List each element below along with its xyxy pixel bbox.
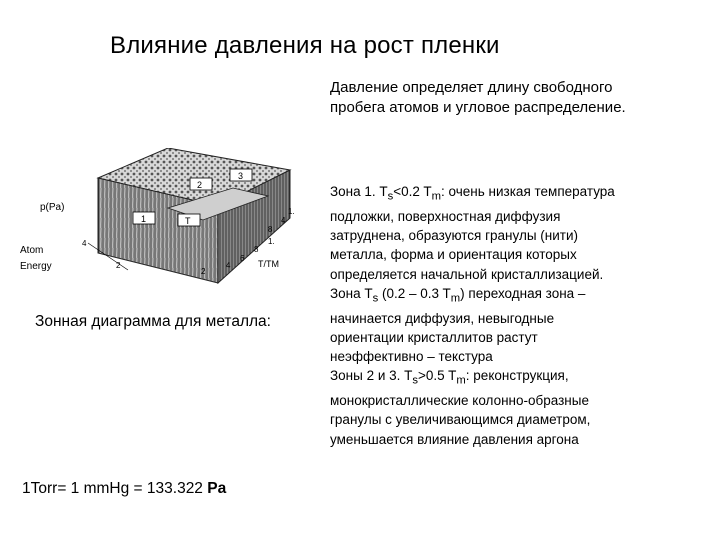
- zone-diagram-figure: [18, 148, 318, 288]
- e-tick-4: 4: [82, 239, 87, 248]
- conversion-unit: Pa: [207, 480, 227, 497]
- pressure-axis-label: p(Pa): [40, 202, 65, 213]
- zone-line-4: металла, форма и ориентация которых: [330, 247, 577, 263]
- intro-text: [330, 78, 710, 118]
- e-tick-2: 2: [116, 261, 121, 270]
- p-tick-4: 4: [281, 216, 286, 225]
- zone-line-12: гранулы с увеличивающимся диаметром,: [330, 412, 591, 428]
- zone-2-label: 2: [197, 180, 203, 190]
- t-tick-2: 2: [201, 267, 206, 276]
- zone-line-10: Зоны 2 и 3. $T_s>0.5$ $T_m$: реконструкция,: [330, 368, 569, 387]
- zone-t-label: T: [185, 216, 191, 226]
- zone-line-11: монокристаллические колонно-образные: [330, 393, 589, 409]
- zone-line-6: Зона $T_s$ (0.2 – 0.3 $T_m$) переходная зона –: [330, 285, 586, 305]
- temperature-axis-label: T/TM: [258, 259, 279, 269]
- zone-line-7: начинается диффузия, невыгодные: [330, 310, 555, 326]
- slide-title: Влияние давления на рост пленки: [110, 32, 500, 59]
- intro-line-2: пробега атомов и угловое распределение.: [330, 99, 626, 116]
- zone-3-label: 3: [238, 171, 244, 181]
- zone-descriptions: [330, 182, 710, 449]
- atom-energy-label-2: Energy: [20, 261, 52, 272]
- zone-line-13: уменьшается влияние давления аргона: [330, 431, 579, 447]
- zone-1-label: 1: [141, 214, 147, 224]
- diagram-caption: Зонная диаграмма для металла:: [35, 313, 271, 330]
- p-tick-8: 8: [268, 225, 273, 234]
- conversion-text: 1Torr= 1 mmHg = 133.322: [22, 480, 208, 497]
- atom-energy-label-1: Atom: [20, 245, 44, 256]
- pressure-conversion: [22, 480, 226, 498]
- zone-line-9: неэффективно – текстура: [330, 349, 493, 364]
- zone-line-3: затруднена, образуются гранулы (нити): [330, 228, 579, 244]
- t-tick-4: 4: [226, 261, 231, 270]
- t-tick-6: 6: [240, 254, 245, 263]
- t-tick-8: 8: [254, 245, 259, 254]
- intro-line-1: Давление определяет длину свободного: [330, 79, 613, 96]
- zone-line-1: Зона 1. $T_s<0.2$ $T_m$: очень низкая температура: [330, 184, 615, 203]
- t-tick-1: 1.: [268, 237, 275, 246]
- p-tick-1: 1.: [288, 207, 295, 216]
- zone-line-8: ориентации кристаллитов растут: [330, 329, 538, 345]
- zone-line-5: определяется начальной кристаллизацией.: [330, 266, 604, 282]
- zone-line-2: подложки, поверхностная диффузия: [330, 208, 561, 224]
- zone-diagram: [18, 148, 318, 288]
